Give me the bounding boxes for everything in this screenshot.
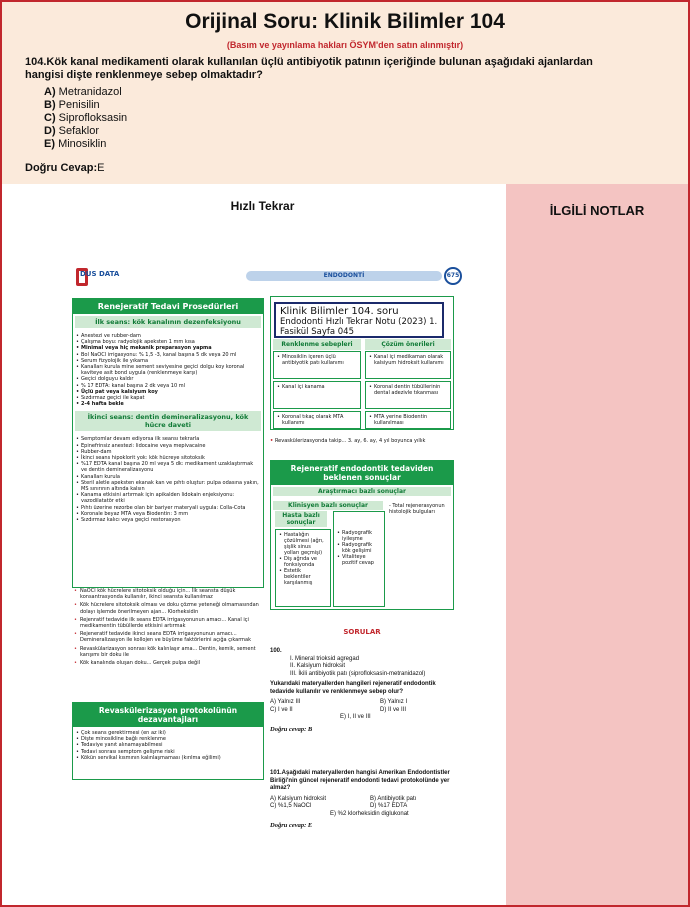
section-label: ENDODONTİ [323, 272, 365, 279]
outcomes-title: Rejeneratif endodontik tedaviden beklenen sonuçlar [271, 461, 453, 485]
table-head-left: Renklenme sebepleri [273, 339, 361, 350]
list-item: • Tedaviye yanıt alınamayabilmesi [81, 742, 259, 748]
list-item: • 2-4 hafta bekle [81, 401, 259, 407]
table-cell: • Koronal dentin tübüllerinin dental adezivle tıkanması [365, 381, 451, 409]
list-item: • Epinefrinsiz anestezi: lidocaine veya mepivacaine [81, 443, 259, 449]
first-session-list [73, 330, 263, 409]
list-item: • Tedavi sonrası semptom gelişme riski [81, 749, 259, 755]
outcomes-box [270, 460, 454, 610]
option-b: B) Penisilin [44, 99, 100, 111]
clinician-items: • Radyografik iyileşme • Radyografik kök gelişimi • Vitaliteye pozitif cevap [333, 511, 385, 607]
question-101: 101.Aşağıdaki materyallerden hangisi Amerikan Endodontistler Birliği'nin güncel rejeneratif endodonti tedavi protokolünde yer almaz? A) Kalsiyum hidroksit B) Antibiyotik patı C) %1,5 NaOCl D) %17 EDTA E) %2 klorheksidin diglukonat Doğru cevap: E [270, 770, 450, 829]
second-session-title: İkinci seans: dentin demineralizasyonu, kök hücre daveti [75, 411, 261, 431]
first-session-title: İlk seans: kök kanalının dezenfeksiyonu [75, 316, 261, 328]
list-item: • Sızdırmaz kalıcı veya geçici restorasyon [81, 517, 259, 523]
red-notes [74, 588, 264, 668]
list-item: • Minimal veya hiç mekanik preparasyon yapma [81, 345, 259, 351]
list-item: • Sızdırmaz geçici ile kapat [81, 395, 259, 401]
list-item: • %17 EDTA kanal başına 20 ml veya 5 dk: medikament uzaklaştırmak ve dentin demineralizasyonu [81, 461, 259, 473]
table-cell: • MTA yerine Biodentin kullanılması [365, 411, 451, 429]
page-number: 675 [444, 267, 462, 285]
list-item: • Pıhtı üzerine rezorbe olan bir bariyer materyali uygula: Colla-Cota [81, 505, 259, 511]
option-c: C) Siprofloksasin [44, 112, 128, 124]
list-item: • Rubber-dam [81, 449, 259, 455]
list-item: • Semptomlar devam ediyorsa ilk seansı tekrarla [81, 436, 259, 442]
questions-title: SORULAR [343, 628, 381, 636]
note-item: • Revaskülarizasyon sonrası kök kalınlaşır ama... Dentin, kemik, sement karışımı bir doku ile [74, 646, 264, 658]
revasc-disadvantages-list [73, 727, 263, 763]
list-item: • Çalışma boyu: radyolojik apeksten 1 mm kısa [81, 339, 259, 345]
table-cell: • Minosiklin içeren üçlü antibiyotik patı kullanımı [273, 351, 361, 379]
notes-title: İLGİLİ NOTLAR [549, 203, 645, 218]
table-cell: • Kanal içi kanama [273, 381, 361, 409]
q100-items: I. Mineral trioksid agregad II. Kalsiyum hidroksit III. İkili antibiyotik patı (siprofloksasin-metranidazol) [290, 655, 426, 677]
list-item: • İkinci seans hipoklorit yok: kök hücreye sitotoksik [81, 455, 259, 461]
section-band [246, 271, 442, 281]
source-note-line1: Klinik Bilimler 104. soru [280, 306, 399, 317]
options-list [44, 86, 127, 151]
revasc-disadvantages-title: Revaskülerizasyon protokolünün dezavantajları [73, 703, 263, 727]
patient-items: • Hastalığın çözülmesi (ağrı, şişlik sinus yolları geçmişi) • Diş ağrıda ve fonksiyonda • Estetik beklentiler karşılanmış [275, 529, 331, 607]
page-title: Orijinal Soru: Klinik Bilimler 104 [185, 10, 505, 33]
option-d: D) Sefaklor [44, 125, 100, 137]
book-page [66, 262, 466, 862]
notes-column [506, 184, 688, 905]
regen-procedures-box [72, 298, 264, 588]
note-item: • Kök hücrelere sitotoksik olması ve doku çözme yeteneği olmamasından dolayı işlemde önerilmeyen ajan... Klorheksidin [74, 602, 264, 614]
review-title: Hızlı Tekrar [230, 199, 295, 213]
list-item: • Anestezi ve rubber-dam [81, 333, 259, 339]
source-note-line2: Endodonti Hızlı Tekrar Notu (2023) 1. Fasikül Sayfa 045 [280, 317, 438, 337]
second-session-list [73, 433, 263, 525]
question-text: 104.Kök kanal medikamenti olarak kullanılan üçlü antibiyotik patının içeriğinde bulunan aşağıdaki ajanlardan hangisi dişte renklenmeye sebep olmaktadır? [25, 56, 593, 81]
question-panel [2, 2, 688, 184]
research-based-title: Araştırmacı bazlı sonuçlar [273, 487, 451, 496]
table-cell: • Kanal içi medikaman olarak kalsiyum hidroksit kullanımı [365, 351, 451, 379]
list-item: • Dişte minosikline bağlı renklenme [81, 736, 259, 742]
list-item: • Kanama etkisini artırmak için apikalden lidokain enjeksiyonu: vazodilatatör etki [81, 492, 259, 504]
list-item: • Üçlü pat veya kalsiyum koy [81, 389, 259, 395]
revasc-followup: • Revaskülerizasyonda takip... 3. ay, 6. ay, 4 yıl boyunca yıllık [270, 438, 426, 444]
list-item: • Serum fizyolojik ile yıkama [81, 358, 259, 364]
question-100: 100. I. Mineral trioksid agregad II. Kalsiyum hidroksit III. İkili antibiyotik patı (siprofloksasin-metranidazol) Yukarıdaki materyallerden hangileri rejeneratif endodontik tedavide kullanılır ve renklenmeye sebep olur? A) Yalnız III B) Yalnız I C) I ve II D) II ve III E) I, II ve III Doğru cevap: B [270, 648, 456, 733]
list-item: • % 17 EDTA: kanal başına 2 dk veya 10 ml [81, 383, 259, 389]
table-head-right: Çözüm önerileri [365, 339, 451, 350]
list-item: • Geçici dolguyu kaldır [81, 376, 259, 382]
rights-notice: (Basım ve yayınlama hakları ÖSYM'den satın alınmıştır) [226, 40, 464, 50]
list-item: • Bol NaOCl irrigasyonu: % 1,5 -3, kanal başına 5 dk veya 20 ml [81, 352, 259, 358]
list-item: • Kökün servikal kısmının kalınlaşmaması (kırılma eğilimi) [81, 755, 259, 761]
note-item: • Rejeneratif tedavide ikinci seans EDTA irrigasyonunun amacı... Demineralizasyon ile kollojen ve büyüme faktörlerini açığa çıkarmak [74, 631, 264, 643]
list-item: • Kanalları kurula [81, 474, 259, 480]
option-e: E) Minosiklin [44, 138, 107, 150]
logo-text: DUS DATA [80, 270, 120, 278]
source-note-overlay [274, 302, 444, 338]
research-items [389, 503, 449, 515]
list-item: • Steril aletle apeksten ekanak kan ve pıhtı oluştur: pulpa odasına yakın, MS sınırının altında kalsın [81, 480, 259, 492]
table-cell: • Koronal tıkaç olarak MTA kullanımı [273, 411, 361, 429]
regen-procedures-title: Renejeratif Tedavi Prosedürleri [73, 299, 263, 314]
patient-based-title: Hasta bazlı sonuçlar [275, 511, 327, 527]
list-item: • Kanalları kurula mine sement seviyesine geçici dolgu koy koronal kaviteye asit bond uygula (renklenmeye karşı) [81, 364, 259, 376]
correct-answer: Doğru Cevap:E [25, 162, 105, 174]
note-item: • Rejenratif tedavide ilk seans EDTA irrigasyonunun amacı... Kanal içi medikamentin tübüllerde etkisini artırmak [74, 617, 264, 629]
option-a: A) Metranidazol [44, 86, 122, 98]
list-item: • Çok seans gerektirmesi (en az iki) [81, 730, 259, 736]
list-item: - Total rejenerasyonun histolojik bulguları [389, 503, 445, 515]
revasc-disadvantages-box [72, 702, 264, 780]
list-item: • Koronale beyaz MTA veya Biodentin: 3 mm [81, 511, 259, 517]
clinician-based-title: Klinisyen bazlı sonuçlar [273, 501, 383, 510]
note-item: • NaOCl kök hücrelere sitotoksik olduğu için... İlk seansta düşük konsantrasyonda kullanılır, ikinci seansta kullanılmaz [74, 588, 264, 600]
note-item: • Kök kanalında oluşan doku... Gerçek pulpa değil [74, 660, 264, 666]
